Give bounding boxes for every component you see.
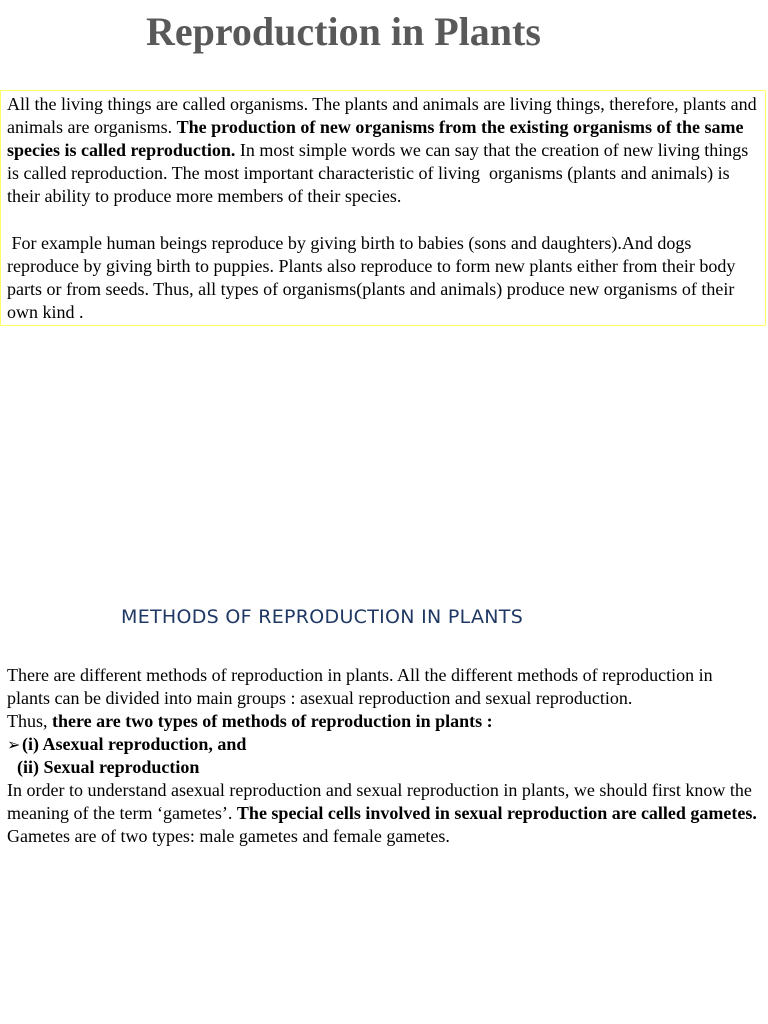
methods-p2-lead: Thus, [7,711,52,731]
list-item-asexual [7,733,246,757]
list-item-label: (ii) Sexual reproduction [17,757,200,777]
methods-p1-text: There are different methods of reproduction in plants. All the different methods of reproduction in plants can be divided into main groups : asexual reproduction and sexual reproduction. [7,665,718,708]
intro-paragraph-1 [7,93,762,208]
methods-p2-bold: there are two types of methods of reproduction in plants : [52,711,493,731]
methods-paragraph-1 [7,664,759,733]
intro-p1-text-b: In most simple words we can say that the creation of new living things is called reproduction. The most important characteristic of living organisms (plants and animals) is their ability to produce more members of their species. [7,140,753,206]
intro-p1-text-a: All the living things are called organisms. The plants and animals are living things, therefore, plants and animals are organisms. [7,94,762,137]
methods-heading: METHODS OF REPRODUCTION IN PLANTS [121,606,524,628]
intro-paragraph-2: For example human beings reproduce by giving birth to babies (sons and daughters).And dogs reproduce by giving birth to puppies. Plants also reproduce to form new plants either from their body parts or from seeds. Thus, all types of organisms(plants and animals) produce new organisms of their own kind . [7,233,740,322]
intro-p1-definition: The production of new organisms from the existing organisms of the same species is called reproduction. [7,117,748,160]
arrow-bullet-icon: ➢ [7,737,21,754]
gametes-paragraph [7,779,762,848]
gametes-definition: The special cells involved in sexual reproduction are called gametes. [236,803,757,823]
list-item-sexual [17,756,199,779]
gametes-text-a: In order to understand asexual reproduction and sexual reproduction in plants, we should first know the meaning of the term ‘gametes’. [7,780,757,823]
page-title: Reproduction in Plants [146,9,541,54]
list-item-label: (i) Asexual reproduction, and [22,734,247,754]
gametes-text-b: Gametes are of two types: male gametes and female gametes. [7,803,762,846]
